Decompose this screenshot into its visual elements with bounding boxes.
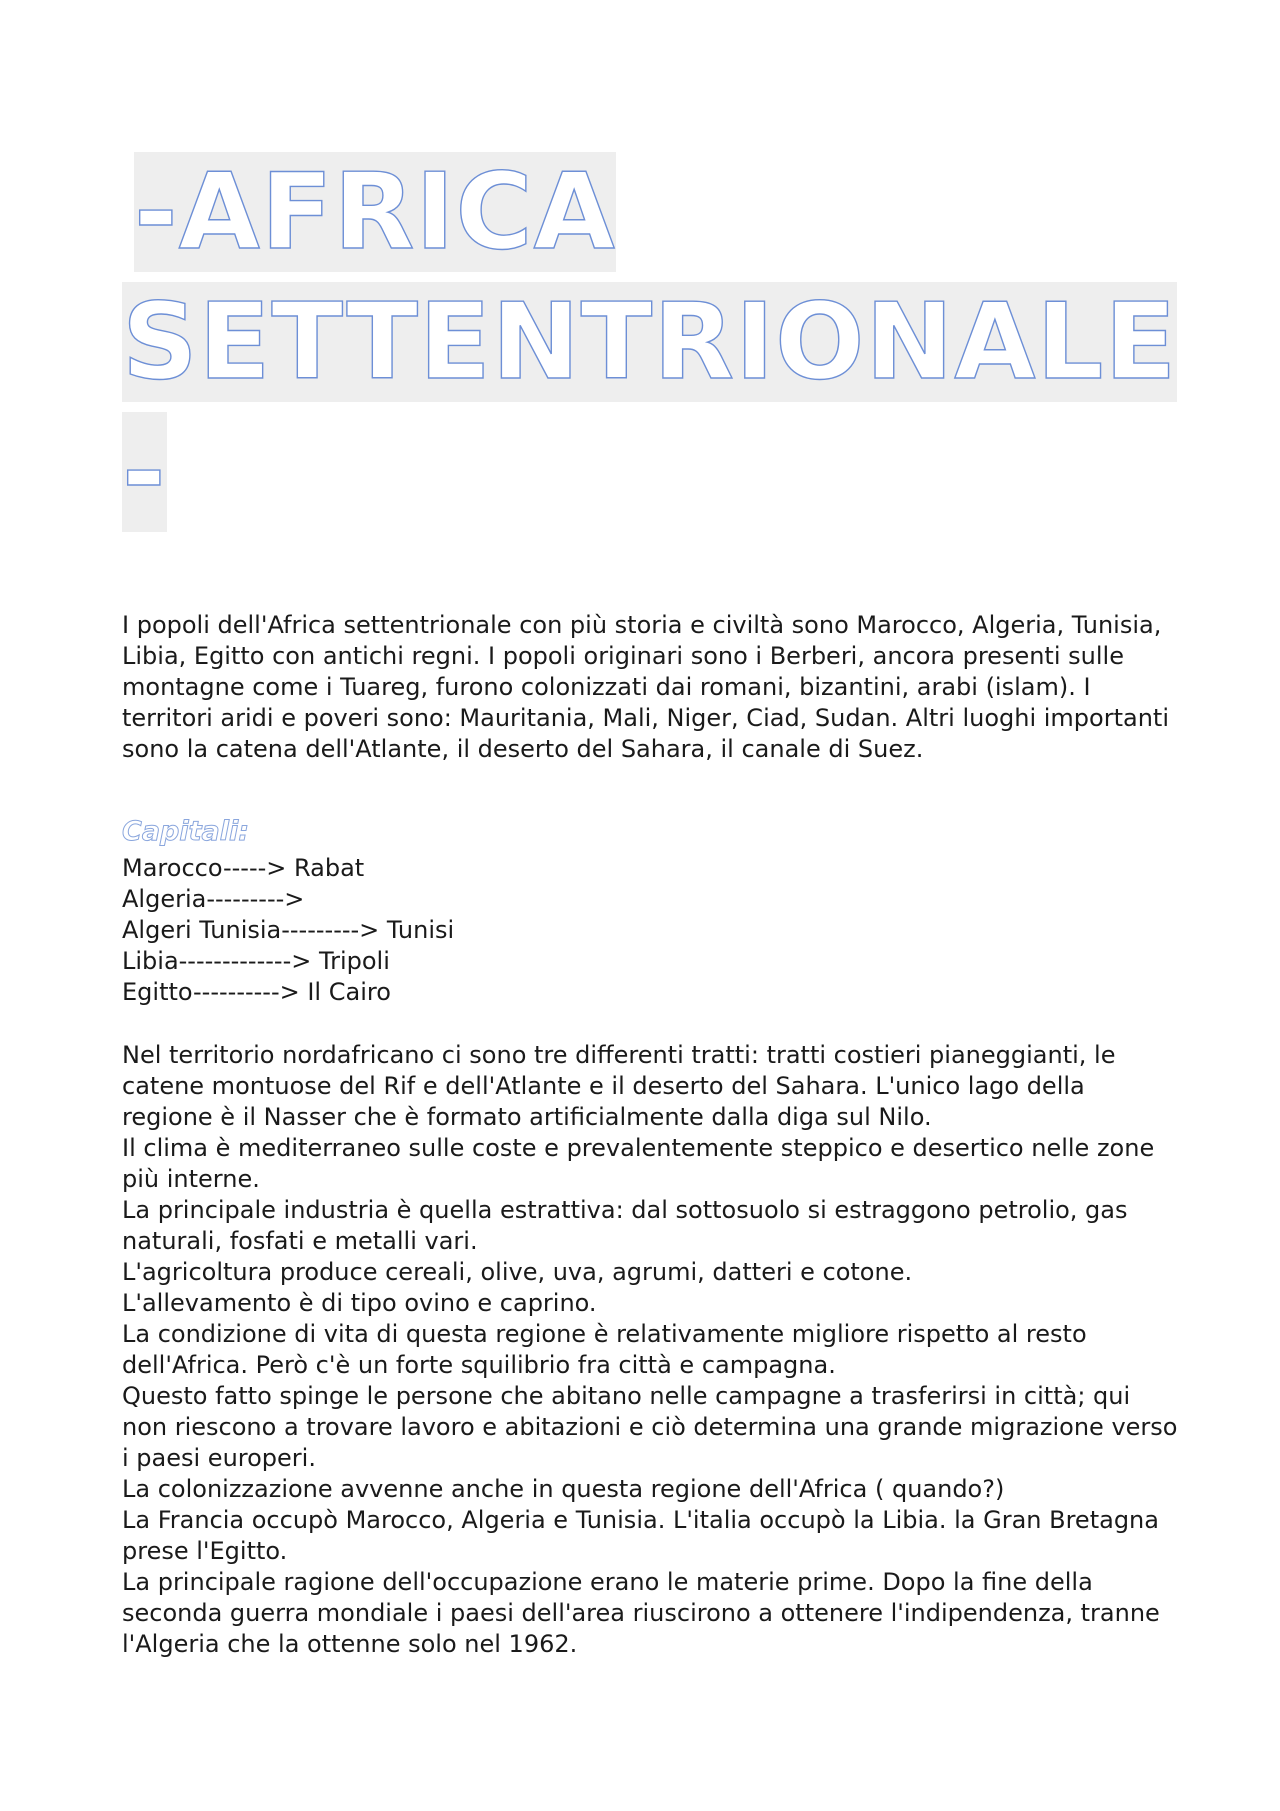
paragraph: L'agricoltura produce cereali, olive, uva, agrumi, datteri e cotone. xyxy=(122,1258,913,1286)
capital-row: Algeria---------> xyxy=(122,885,305,913)
paragraph: La principale ragione dell'occupazione erano le materie prime. Dopo la fine della seconda guerra mondiale i paesi dell'area riuscirono a ottenere l'indipendenza, tranne l'Algeria che la ottenne solo nel 1962. xyxy=(122,1568,1160,1658)
paragraph: Il clima è mediterraneo sulle coste e prevalentemente steppico e desertico nelle zone più interne. xyxy=(122,1134,1155,1193)
paragraph: La colonizzazione avvenne anche in questa regione dell'Africa ( quando?) xyxy=(122,1475,1005,1503)
intro-paragraph: I popoli dell'Africa settentrionale con più storia e civiltà sono Marocco, Algeria, Tunisia, Libia, Egitto con antichi regni. I popoli originari sono i Berberi, ancora presenti sulle montagne come i Tuareg, furono colonizzati dai romani, bizantini, arabi (islam). I territori aridi e poveri sono: Mauritania, Mali, Niger, Ciad, Sudan. Altri luoghi importanti sono la catena dell'Atlante, il deserto del Sahara, il canale di Suez. xyxy=(122,611,1169,763)
paragraph: L'allevamento è di tipo ovino e caprino. xyxy=(122,1289,597,1317)
paragraph: La principale industria è quella estrattiva: dal sottosuolo si estraggono petrolio, gas naturali, fosfati e metalli vari. xyxy=(122,1196,1128,1255)
capital-row: Algeri Tunisia---------> Tunisi xyxy=(122,916,455,944)
paragraph: La Francia occupò Marocco, Algeria e Tunisia. L'italia occupò la Libia. la Gran Bretagna prese l'Egitto. xyxy=(122,1506,1159,1565)
paragraph: La condizione di vita di questa regione è relativamente migliore rispetto al resto dell'Africa. Però c'è un forte squilibrio fra città e campagna. xyxy=(122,1320,1087,1379)
paragraph: Questo fatto spinge le persone che abitano nelle campagne a trasferirsi in città; qui non riescono a trovare lavoro e abitazioni e ciò determina una grande migrazione verso i paesi europeri. xyxy=(122,1382,1178,1472)
title-line-2: SETTENTRIONALE xyxy=(122,281,1178,403)
main-text xyxy=(122,1040,1182,1660)
capital-row: Marocco-----> Rabat xyxy=(122,854,365,882)
capital-row: Libia-------------> Tripoli xyxy=(122,947,390,975)
capitals-list xyxy=(122,853,454,1008)
paragraph: Nel territorio nordafricano ci sono tre differenti tratti: tratti costieri pianeggianti, le catene montuose del Rif e dell'Atlante e il deserto del Sahara. L'unico lago della regione è il Nasser che è formato artificialmente dalla diga sul Nilo. xyxy=(122,1041,1116,1131)
title-line-1: -AFRICA xyxy=(134,151,616,273)
capital-row: Egitto----------> Il Cairo xyxy=(122,978,391,1006)
title-line-3: - xyxy=(122,411,167,533)
document-title xyxy=(122,151,1178,542)
capitals-heading: Capitali: xyxy=(122,816,250,847)
